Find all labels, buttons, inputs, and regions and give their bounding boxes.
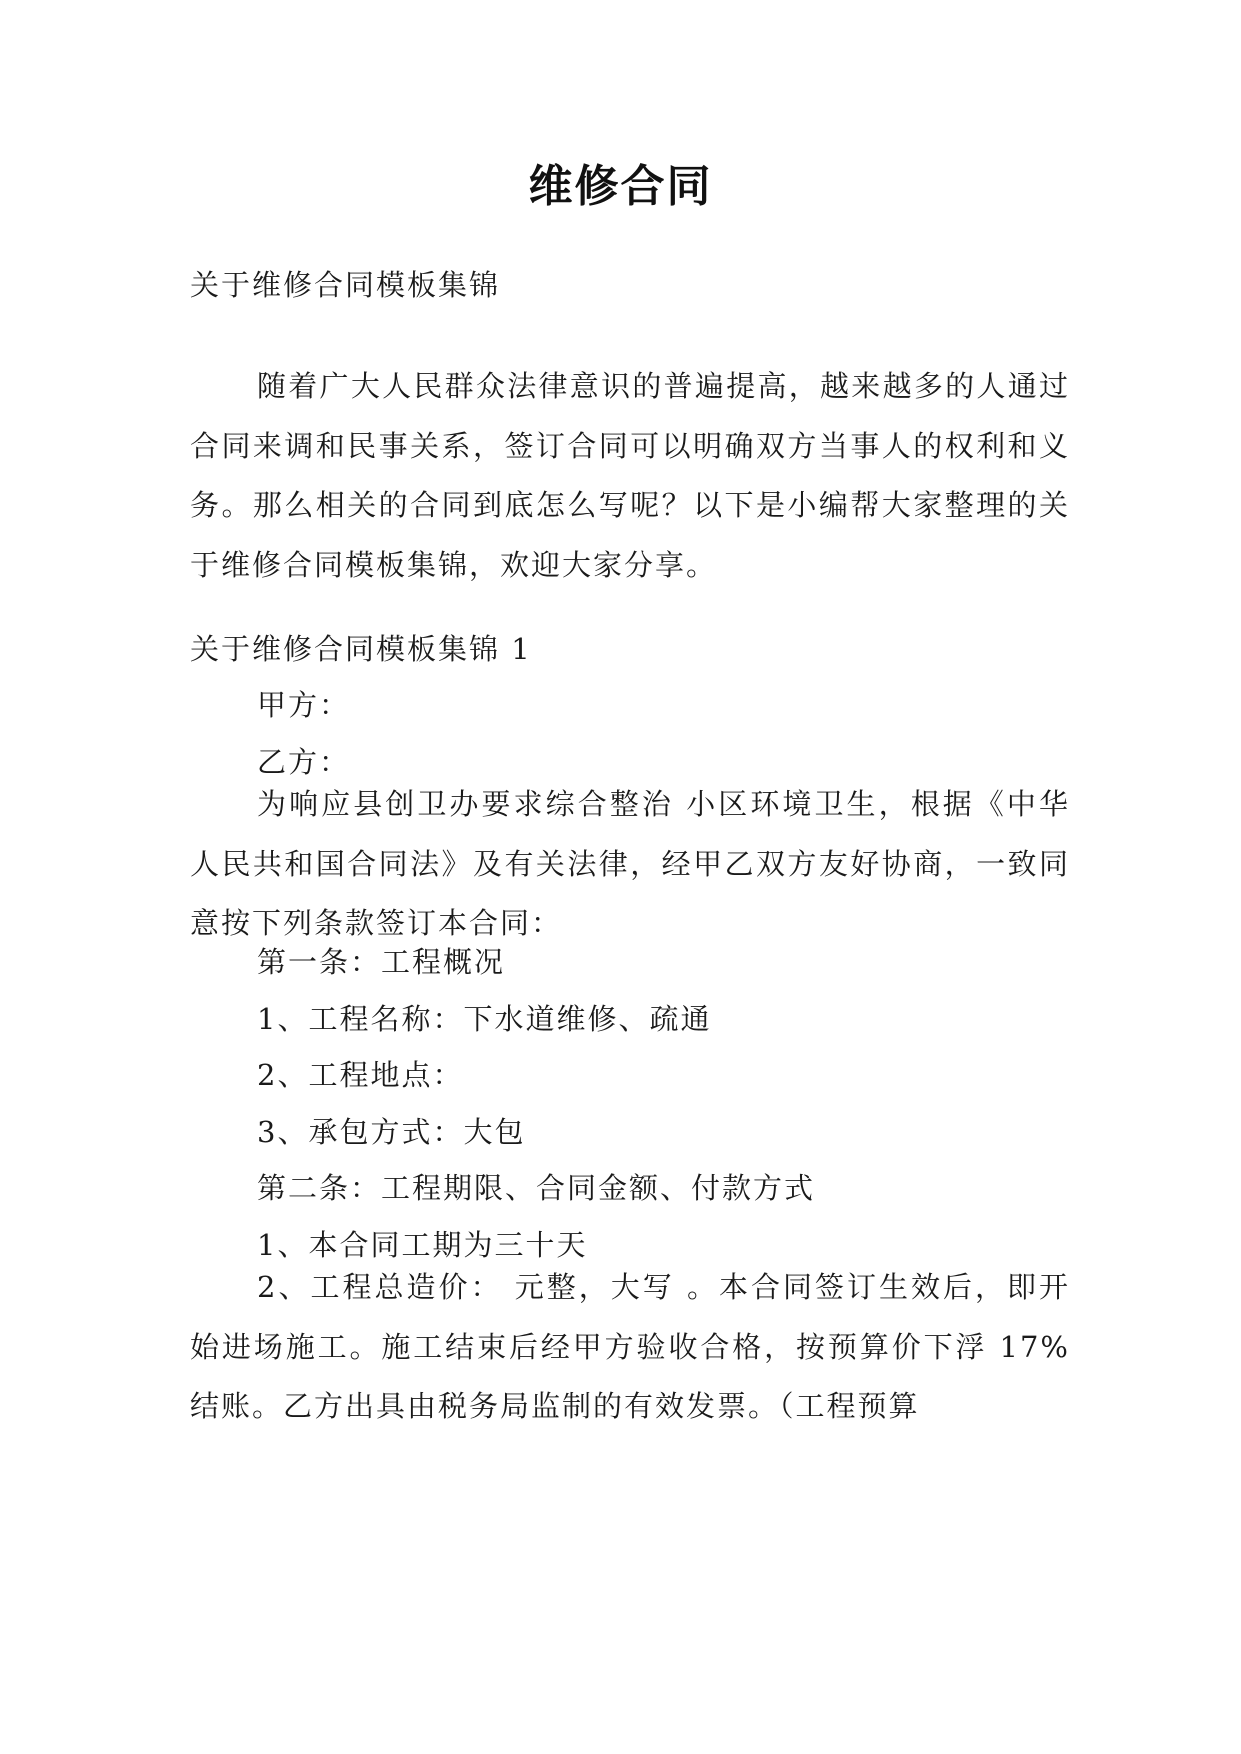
article1-item1: 1、工程名称：下水道维修、疏通 [257,1002,712,1036]
article2-item2-paragraph: 2、工程总造价： 元整，大写 。本合同签订生效后，即开始进场施工。施工结束后经甲方验收合格，按预算价下浮 17%结账。乙方出具由税务局监制的有效发票。（工程预算 [190,1270,1070,1423]
article1-item2: 2、工程地点： [257,1058,464,1092]
article1-title: 第一条：工程概况 [257,945,506,979]
party-b-label: 乙方： [257,745,351,779]
party-a-label: 甲方： [257,688,351,722]
intro-paragraph: 随着广大人民群众法律意识的普遍提高，越来越多的人通过合同来调和民事关系，签订合同可以明确双方当事人的权利和义务。那么相关的合同到底怎么写呢？以下是小编帮大家整理的关于维修合同模板集锦，欢迎大家分享。 [190,369,1070,582]
preamble-paragraph: 为响应县创卫办要求综合整治 小区环境卫生，根据《中华人民共和国合同法》及有关法律，经甲乙双方友好协商，一致同意按下列条款签订本合同： [190,787,1070,940]
document-subtitle: 关于维修合同模板集锦 [190,268,501,302]
article2-title: 第二条：工程期限、合同金额、付款方式 [257,1171,816,1205]
section-title: 关于维修合同模板集锦 1 [190,632,532,666]
article2-item1: 1、本合同工期为三十天 [257,1228,588,1262]
article1-item3: 3、承包方式：大包 [257,1115,526,1149]
document-title: 维修合同 [528,161,713,212]
